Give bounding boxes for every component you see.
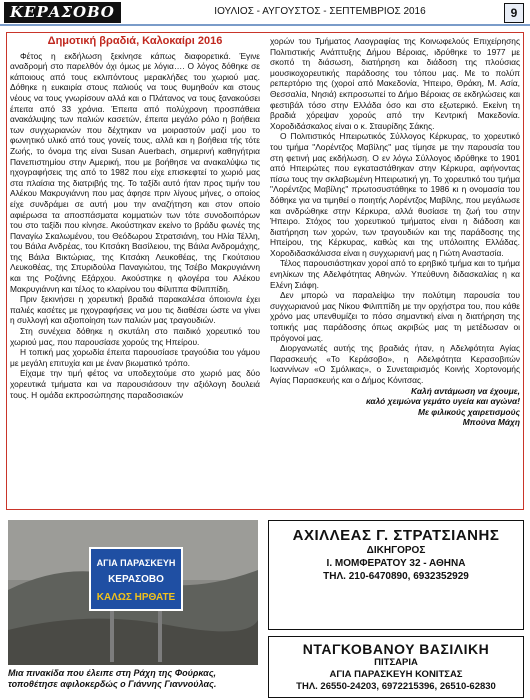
ad-line: ΠΙΤΣΑΡΙΑ	[374, 657, 418, 668]
article-paragraph: Πριν ξεκινήσει η χορευτική βραδιά παρακαλέσα όποιον/α έχει παλιές κασέτες με ηχογραφήσεις να μου τις διαθέσει ώστε να γίνει η συλλογή και αξιοποίηση των παλιών μας τραγουδιών.	[10, 294, 260, 326]
article-title: Δημοτική βραδιά, Καλοκαίρι 2016	[47, 35, 223, 47]
signoff-line: Καλή αντάμωση να έχουμε,	[410, 385, 520, 396]
article-paragraph: Φέτος η εκδήλωση ξεκίνησε κάπως διαφορετικά. Έγινε αναδρομή στο παρελθόν όχι όμως με λόγια…. Ο λόγος δόθηκε σε κάποιους από τους εκλιπόντους μερακλήδες του χωριού μας. Δόθηκε η ευκαιρία στους παλιούς να τους θυμηθούν και στους νέους να τους γνωρίσουν αλλά και ο Πλάτανος να τους ξανακούσει έπειτα από 33 χρόνια. Έπειτα από πολύχρονη προσπάθεια ανακάλυψης των παλιών κασετών, έπειτα μεγάλο ρόλο η βοήθεια των συγχωριανών που δέχτηκαν να μοιραστούν μαζί μου το φωνητικό υλικό από τους γονείς τους, αλλά και η βοήθεια τής τότε Ζωής, το όνομα της είναι Susan Auerbach, σημερινή καθηγήτρια Πανεπιστημίου στην Αμερική, που με βοήθησε να ανακαλύψω τις ηχογραφήσεις της από το 1982 που είχε επισκεφτεί το χωριό μας στα πλαίσια της διατριβής της. Το ταξίδι αυτό ήταν προς τιμήν του Αλέκου Μακρυγιάννη που μας άφησε πριν λίγους μήνες, ο οποίος είχε συνδράμει σε αυτή μου την αναζήτηση και στον οποίο αφιέρωσα τα αποσπάσματα κομματιών των τότε συνοδοιπόρων του στο ταξίδι που κίνησε. Ακούστηκαν εκείνο το βράδυ φωνές της Παναγίω Σκαλωμένου, του Θεόδωρου Στρατσιάνη, του Ηλία Τέλλη, του Βάιλα Ανδρέας, του Κιτσάκη Βασίλειου, της Βάιλα Ανδρομάχης, της Βάιλα Βικτώριας, της Κιτσάκη Λευκοθέας, της Γκούτσιου Λευκοθέας, της Σπυριδούλα Παναγιώτου, της Τσέβο Μακρυγιάννη και της Ροζάνης Εξάρχου. Ακούστηκε η φλογέρα του Αλέκου Μακρυγιάννη και τέλος το κλαρίνου του Φίλιππα Φίλιππίδη.	[10, 50, 260, 294]
page-number: 9	[504, 3, 524, 23]
sign-text-line3: ΚΑΛΩΣ ΗΡΘΑΤΕ	[96, 592, 176, 603]
ad-phone: ΤΗΛ. 210-6470890, 6932352929	[323, 571, 469, 582]
ad-name: ΑΧΙΛΛΕΑΣ Γ. ΣΤΡΑΤΣΙΑΝΗΣ	[292, 527, 500, 544]
newspaper-logo: ΚΕΡΑΣΟΒΟ	[4, 2, 121, 23]
issue-date: ΙΟΥΛΙΟΣ - ΑΥΓΟΥΣΤΟΣ - ΣΕΠΤΕΜΒΡΙΟΣ 2016	[214, 6, 426, 17]
ad-name: ΝΤΑΓΚΟΒΑΝΟΥ ΒΑΣΙΛΙΚΗ	[302, 641, 490, 657]
ad-line: Ι. ΜΟΜΦΕΡΑΤΟΥ 32 - ΑΘΗΝΑ	[326, 558, 466, 569]
article-left-column	[10, 36, 260, 400]
article-right-column	[270, 36, 520, 428]
sign-text-line2: ΚΕΡΑΣΟΒΟ	[108, 574, 164, 585]
article-paragraph: Είχαμε την τιμή φέτος να υποδεχτούμε στο χωριό μας δύο χορευτικά τμήματα και να παρουσιάσουν την αξιόλογη δουλειά τους. Η ομάδα εκπροσώπησης παραδοσιακών	[10, 368, 260, 400]
pizzeria-advertisement	[268, 636, 524, 698]
ad-line: ΑΓΙΑ ΠΑΡΑΣΚΕΥΗ ΚΟΝΙΤΣΑΣ	[329, 669, 463, 680]
header-rule	[0, 24, 530, 26]
article-paragraph: Ο Πολιτιστικός Ηπειρωτικός Σύλλογος Κέρκυρας, το χορευτικό του τμήμα "Λορέντζος Μαβίλης" μας τίμησε με την παρουσία του στη φετινή μας εκδήλωση. Ο εν λόγω Σύλλογος ιδρύθηκε το 1901 από Ηπειρώτες που εγκαταστάθηκαν στην Κέρκυρα, αφήνοντας πίσω τους την σκλαβωμένη Ηπειρωτική γη. Το χορευτικό του τμήμα "Λορέντζος Μαβίλης" πρωτοσυστάθηκε το 1986 κι η ονομασία του δόθηκε για να τιμηθεί ο ποιητής Λορέντζος Μαβίλης, που μεγάλωσε και ανδρώθηκε στην Κέρκυρα, αλλά θυσίασε τη ζωή του στην Ήπειρο. Στόχος του χορευτικού τμήματος είναι η διάδοση και διατήρηση των χορών, των τραγουδιών και της παράδοσης της Ηπείρου, της Κέρκυρας, καθώς και της υπόλοιπης Ελλάδας. Χοροδιδασκάλισσα είναι η συγχωριανή μας η Γιώτη Αναστασία.	[270, 131, 520, 258]
photo-illustration	[8, 520, 258, 665]
article-paragraph: Διοργανωτές αυτής της βραδιάς ήταν, η Αδελφότητα Αγίας Παρασκευής «Το Κεράσοβο», η Αδελφότητα Κερασοβιτών Ιωαννίνων «Ο Σμόλικας», ο Συνεταιρισμός Κοινής Χορτονομής Αγίας Παρασκευής και ο Δήμος Κόνιτσας.	[270, 343, 520, 385]
signoff	[270, 386, 520, 428]
signoff-line: Με φιλικούς χαιρετισμούς	[418, 406, 520, 417]
article-paragraph: Η τοπική μας χορωδία έπειτα παρουσίασε τραγούδια του γάμου με μεγάλη επιτυχία και με έναν βιωματικό τρόπο.	[10, 347, 260, 368]
sign-text-line1: ΑΓΙΑ ΠΑΡΑΣΚΕΥΗ	[96, 558, 176, 568]
signoff-line: καλό χειμώνα γεμάτο υγεία και αγώνα!	[366, 396, 520, 407]
ad-line: ΔΙΚΗΓΟΡΟΣ	[366, 545, 426, 556]
article-paragraph: Τέλος παρουσιάστηκαν χοροί από το ερηβικό τμήμα και το τμήμα ενηλίκων της Αδελφότητας Αθηνών. Υπεύθυνη διδασκαλίας η κα Ελένη Σιάφη.	[270, 258, 520, 290]
page-header	[0, 0, 530, 26]
article-paragraph: Δεν μπορώ να παραλείψω την πολύτιμη παρουσία του συγχωριανού μας Νίκου Φιλιππίδη με την ορχήστρα του, που κάθε χρόνο μας υπενθυμίζει το πόσο σημαντική είναι η διατήρηση της τοπικής μας παράδοσης όπως ακριβώς μας τη μετέδωσαν οι πρόγονοί μας.	[270, 290, 520, 343]
signoff-author: Μπούνα Μάχη	[462, 417, 520, 428]
photo-caption: Μια πινακίδα που έλειπε στη Ράχη της Φούρκας, τοποθέτησε αφιλοκερδώς ο Γιάννης Γιαννούλας.	[8, 668, 217, 689]
article-paragraph: Στη συνέχεια δόθηκε η σκυτάλη στο παιδικό χορευτικό του χωριού μας, που παρουσίασε χορούς της Ηπείρου.	[10, 326, 260, 347]
lawyer-advertisement	[268, 520, 524, 630]
article-paragraph: χορών του Τμήματος Λαογραφίας της Κοινωφελούς Επιχείρησης Πολιτιστικής Ανάπτυξης Δήμου Βέροιας, ιδρύθηκε το 1977 με σκοπό τη διάσωση, διατήρηση και διάδοση της πλούσιας μουσικοχορευτικής παράδοσης του τόπου μας. Με το πολύπ ρεπερτόριο της (χοροί από Μακεδονία, Ήπειρο, Θράκη, Μ. Ασία, Θεσσαλία, Νησιά) εκπροσωπεί το Δήμο Βέροιας σε εκδηλώσεις και φεστιβάλ τόσο στην Ελλάδα όσο και στο εξωτερικό. Εκείνη τη βραδιά χόρεψαν χορούς από την Κεντρική Μακεδονία. Χοροδιδάσκαλος είναι ο κ. Σταυρίδης Σάκης.	[270, 36, 520, 131]
ad-phone: ΤΗΛ. 26550-24203, 6972215396, 26510-62830	[296, 681, 496, 692]
village-sign-photo	[8, 520, 258, 665]
